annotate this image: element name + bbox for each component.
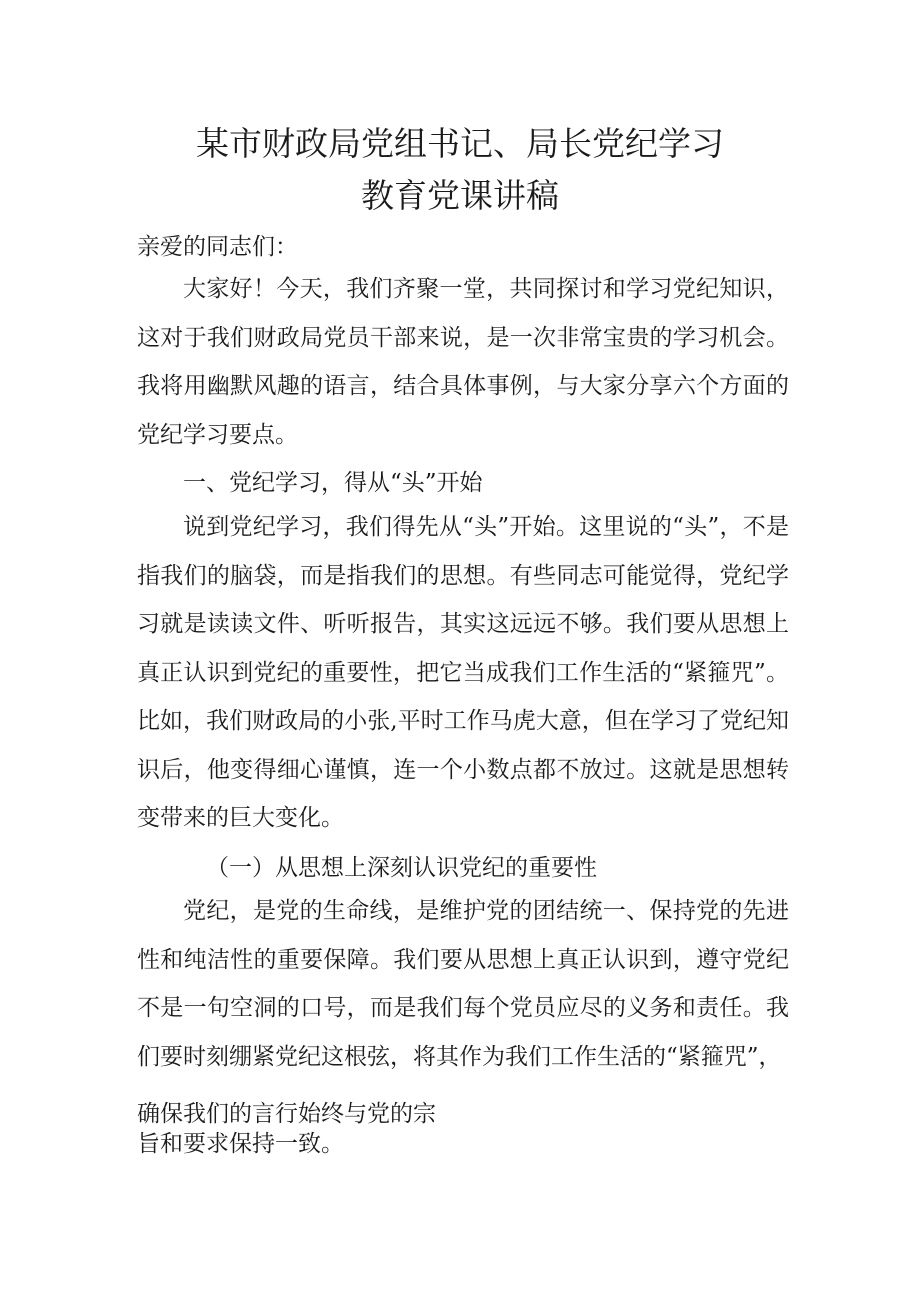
paragraph-subsection-1: 党纪，是党的生命线，是维护党的团结统一、保持党的先进性和纯洁性的重要保障。我们要从思想上真正认识到，遵守党纪不是一句空洞的口号，而是我们每个党员应尽的义务和责任。我们要时刻绷紧党纪这根弦，将其作为我们工作生活的“紧箍咒”， [137,898,789,1070]
subsection-heading-1: （一）从思想上深刻认识党纪的重要性 [206,855,597,881]
document-title-line2: 教育党课讲稿 [361,176,559,215]
section-heading-1: 一、党纪学习，得从“头”开始 [183,470,483,496]
paragraph-section-1: 说到党纪学习，我们得先从“头”开始。这里说的“头”，不是指我们的脑袋，而是指我们的思想。有些同志可能觉得，党纪学习就是读读文件、听听报告，其实这远远不够。我们要从思想上真正认识到党纪的重要性，把它当成我们工作生活的“紧箍咒”。比如，我们财政局的小张,平时工作马虎大意，但在学习了党纪知识后，他变得细心谨慎，连一个小数点都不放过。这就是思想转变带来的巨大变化。 [137,514,789,831]
paragraph-tail-line2: 旨和要求保持一致。 [137,1131,344,1157]
document-title-line1: 某市财政局党组书记、局长党纪学习 [196,124,724,163]
paragraph-tail-line1: 确保我们的言行始终与党的宗 [137,1101,436,1127]
salutation: 亲爱的同志们： [137,234,298,260]
paragraph-intro: 大家好！今天，我们齐聚一堂，共同探讨和学习党纪知识，这对于我们财政局党员干部来说，是一次非常宝贵的学习机会。我将用幽默风趣的语言，结合具体事例，与大家分享六个方面的党纪学习要点。 [137,276,789,448]
